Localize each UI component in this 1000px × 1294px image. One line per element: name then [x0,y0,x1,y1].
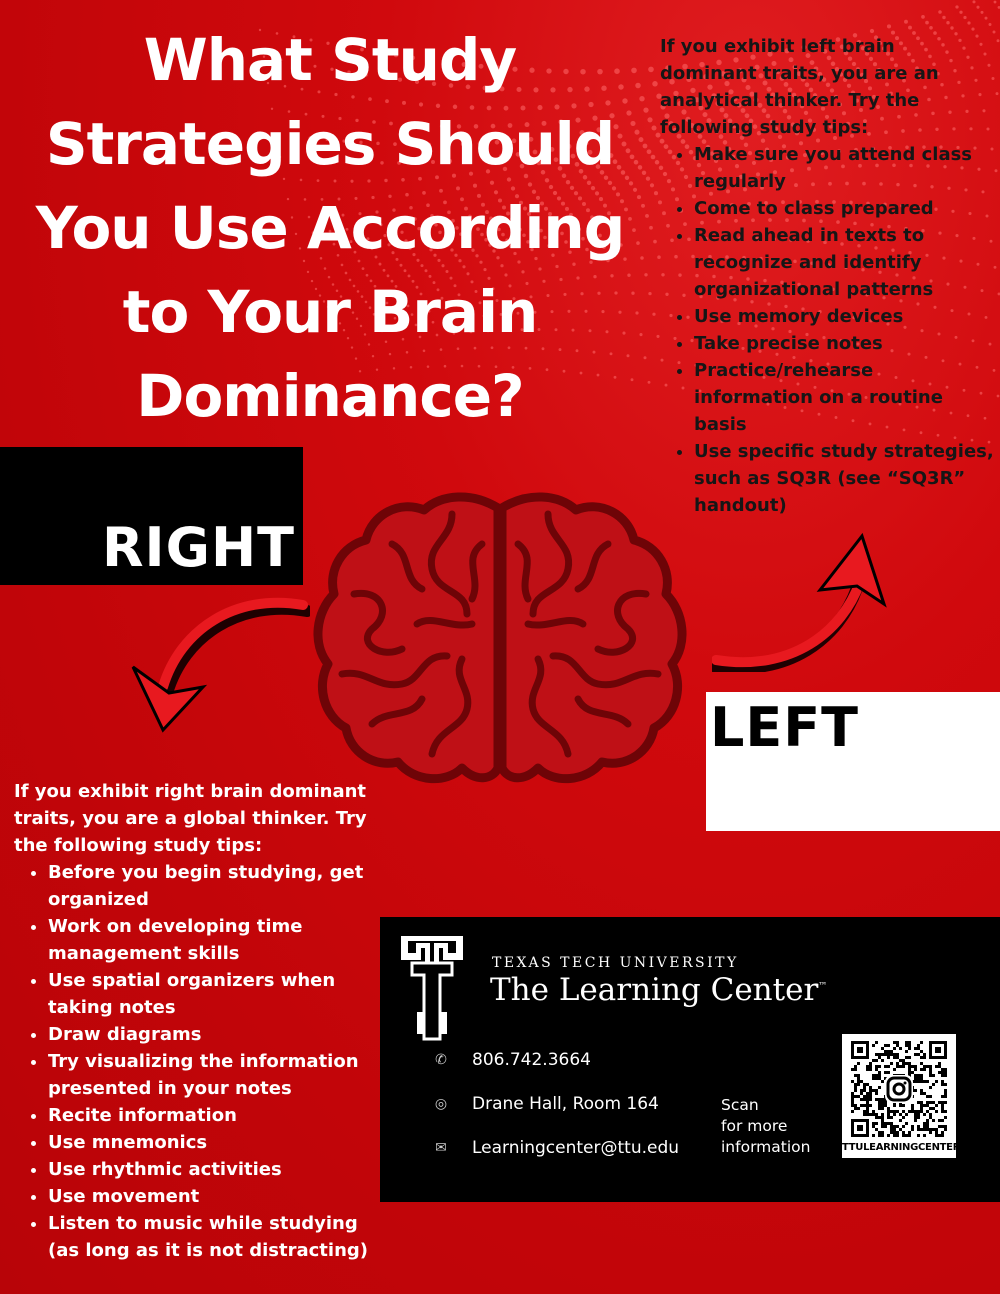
right-brain-section [14,778,374,1264]
list-item: • Use mnemonics [48,1129,374,1156]
list-item: • Work on developing time management skills [48,913,374,967]
center-name: The Learning Center™ [490,972,828,1008]
email-link[interactable]: Learningcenter@ttu.edu [472,1138,680,1158]
list-item: • Use rhythmic activities [48,1156,374,1183]
contact-footer [380,917,1000,1202]
scan-line: for more [721,1117,788,1135]
scan-text [721,1095,810,1158]
scan-line: information [721,1138,811,1156]
list-item: • Draw diagrams [48,1021,374,1048]
left-label: LEFT [710,696,860,759]
arrow-up-right-icon [712,532,892,672]
university-name: TEXAS TECH UNIVERSITY [492,955,739,971]
brain-icon [302,484,698,804]
phone-icon: ✆ [435,1052,447,1068]
phone-number[interactable]: 806.742.3664 [472,1050,591,1070]
qr-code-icon [851,1041,947,1137]
left-label-box [706,692,1000,831]
arrow-down-left-icon [125,595,310,735]
scan-line: Scan [721,1096,759,1114]
globe-icon: ◎ [434,1096,448,1112]
list-item: • Use movement [48,1183,374,1210]
list-item: • Use specific study strategies, such as SQ3R (see “SQ3R” handout) [694,438,995,519]
list-item: • Try visualizing the information presented in your notes [48,1048,374,1102]
list-item: • Make sure you attend class regularly [694,141,995,195]
double-t-logo-icon [400,935,464,1045]
right-label: RIGHT [101,516,295,579]
list-item: • Take precise notes [694,330,995,357]
list-item: • Use spatial organizers when taking notes [48,967,374,1021]
qr-label: TTULEARNINGCENTER [842,1142,961,1153]
left-brain-tips [660,141,995,519]
left-brain-intro: If you exhibit left brain dominant traits, you are an analytical thinker. Try the following study tips: [660,36,939,138]
qr-code[interactable] [842,1034,961,1158]
page-title: What Study Strategies Should You Use According to Your Brain Dominance? [35,26,625,430]
list-item: • Use memory devices [694,303,995,330]
list-item: • Listen to music while studying (as long as it is not distracting) [48,1210,374,1264]
list-item: • Practice/rehearse information on a routine basis [694,357,995,438]
list-item: • Come to class prepared [694,195,995,222]
right-label-box [0,447,303,585]
right-brain-intro: If you exhibit right brain dominant traits, you are a global thinker. Try the following study tips: [14,781,367,856]
right-brain-tips [14,859,374,1264]
location-text: Drane Hall, Room 164 [472,1094,659,1114]
left-brain-section [660,33,995,519]
mail-icon: ✉ [435,1140,447,1156]
list-item: • Read ahead in texts to recognize and identify organizational patterns [694,222,995,303]
trademark-symbol: ™ [818,981,828,992]
list-item: • Recite information [48,1102,374,1129]
list-item: • Before you begin studying, get organized [48,859,374,913]
